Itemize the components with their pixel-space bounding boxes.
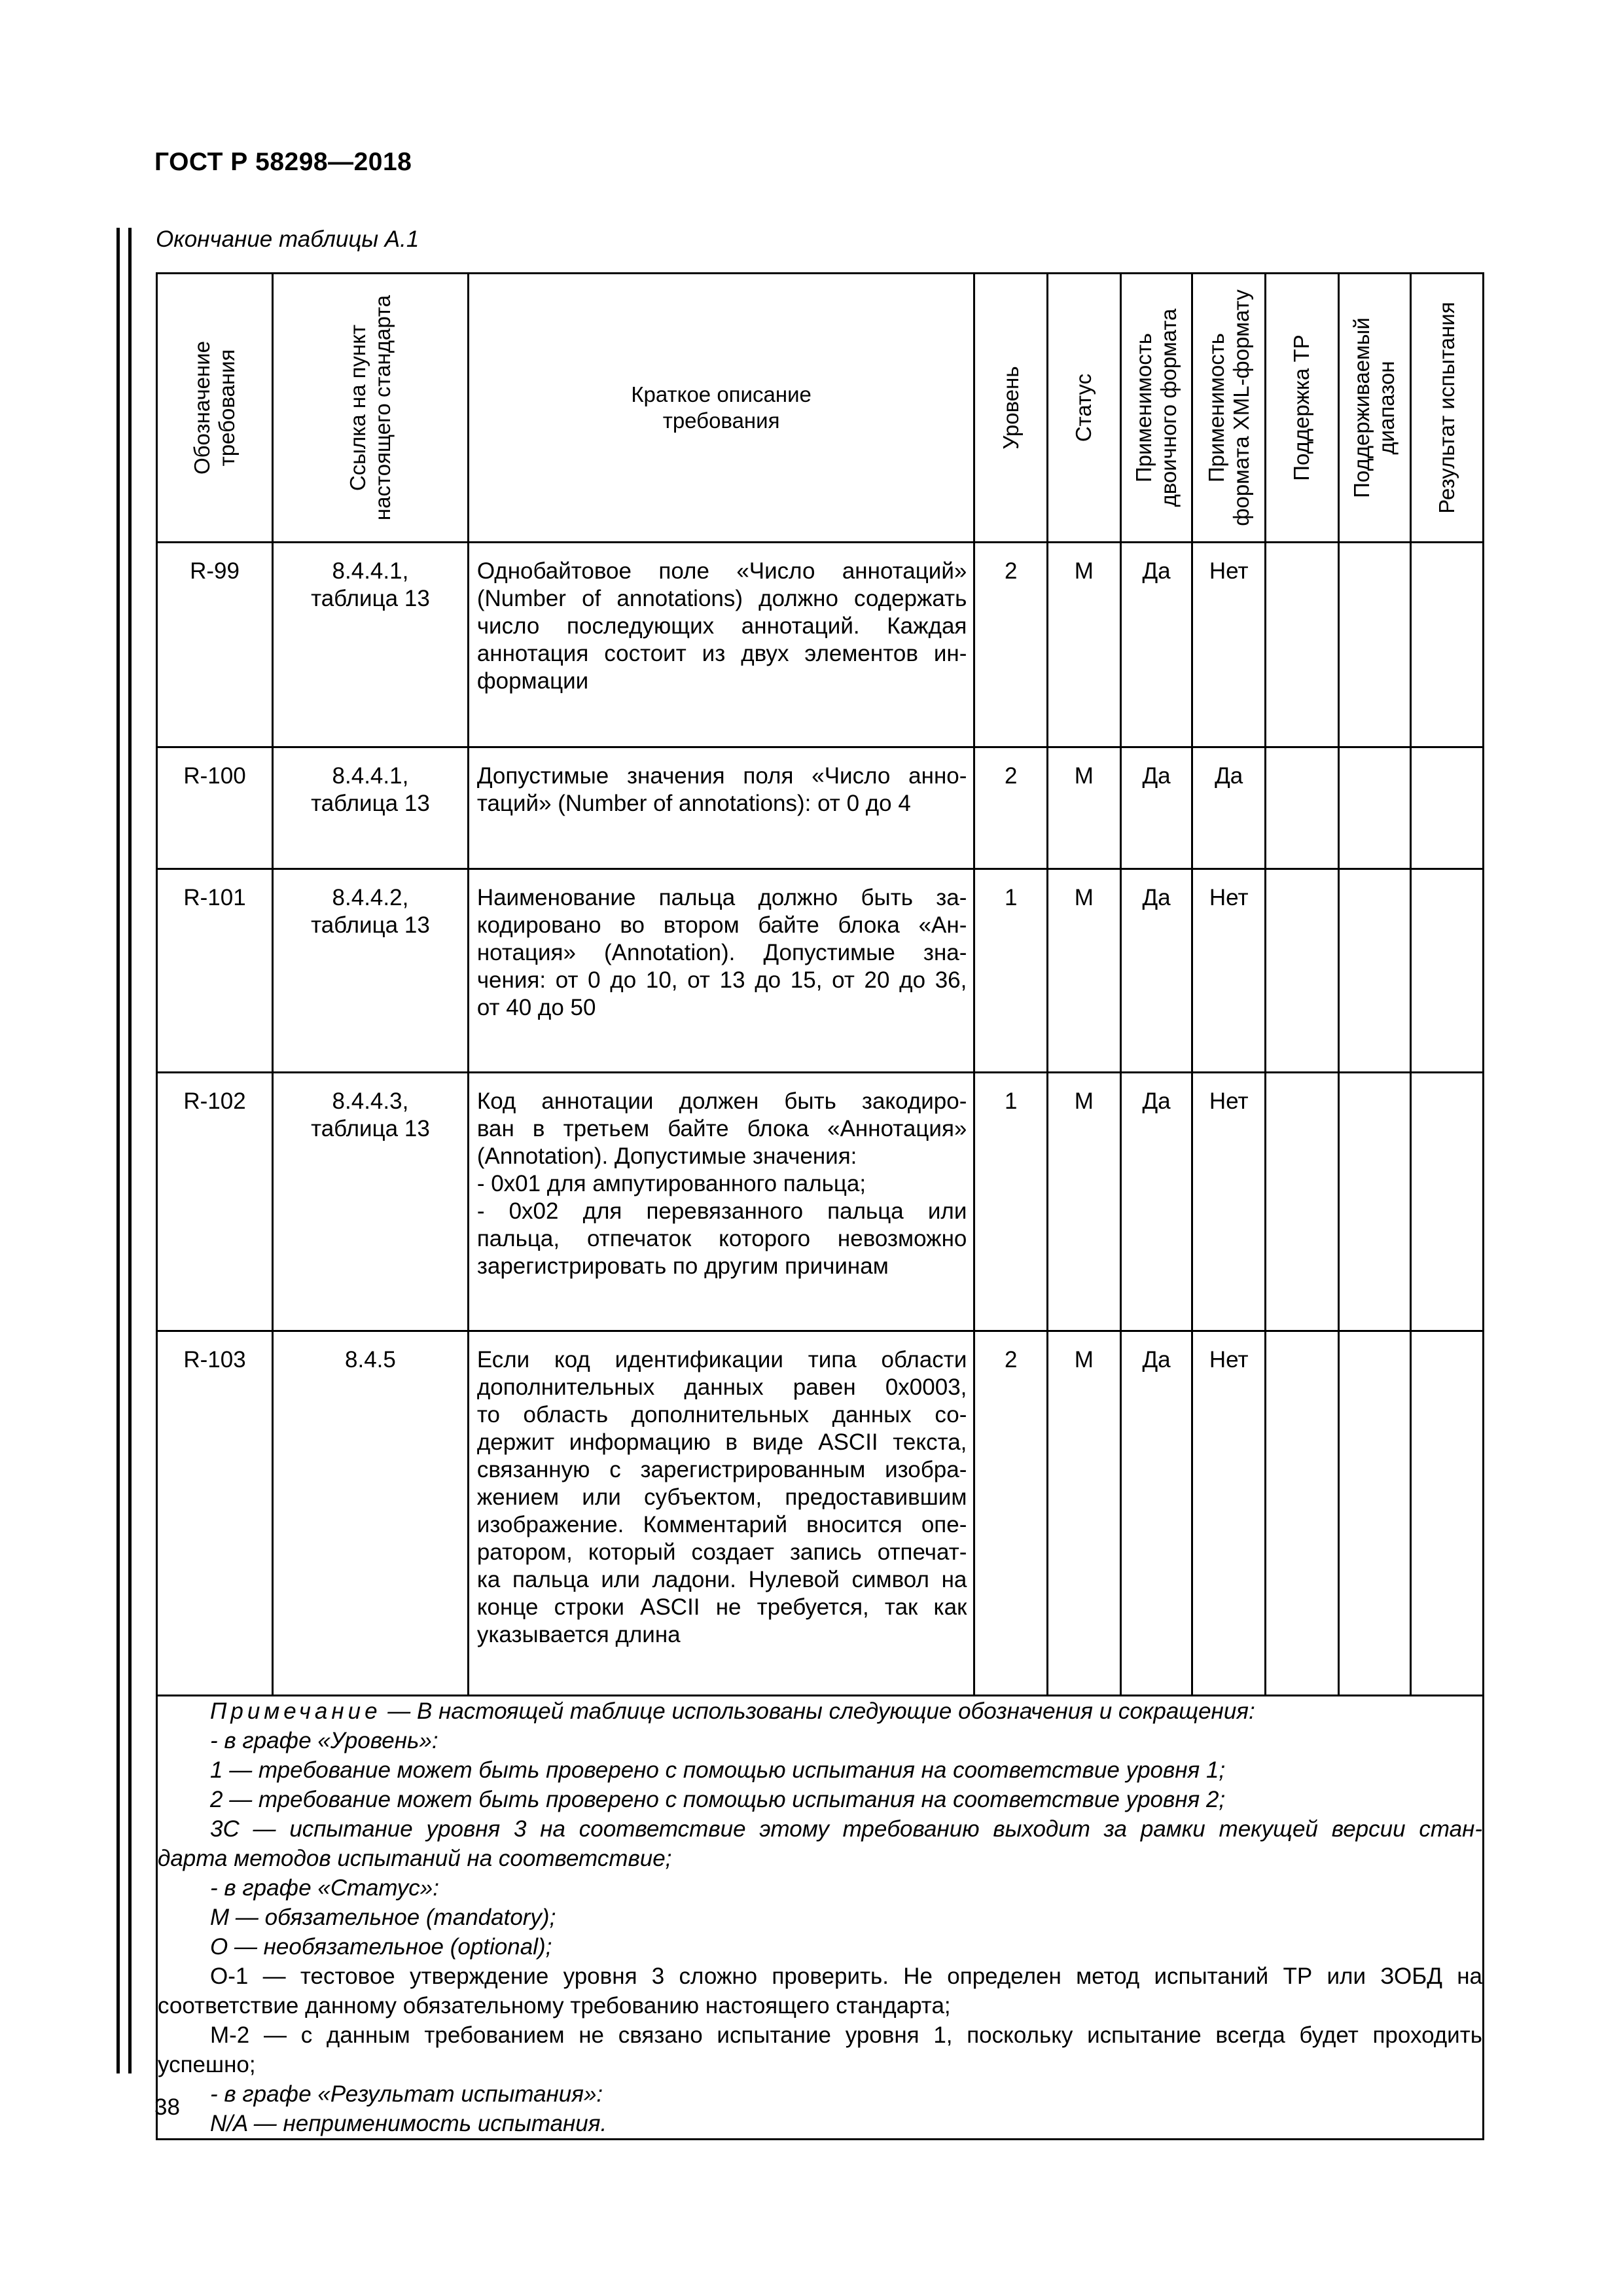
cell-range — [1338, 1331, 1411, 1696]
cell-description: Наименование пальца должно быть за- кодировано во втором байте блока «Ан- нотация» (Annotation). Допустимые зна- чения: от 0 до 10, от 13 до 15, от 20 до 36, от 40 до 50 — [468, 869, 974, 1073]
cell-status: М — [1048, 1331, 1121, 1696]
cell-tp — [1266, 543, 1339, 747]
cell-ref: 8.4.4.1, таблица 13 — [273, 543, 469, 747]
note-label: Примечание — [210, 1698, 382, 1724]
cell-description: Однобайтовое поле «Число аннотаций» (Number of annotations) должно содержать число последующих аннотаций. Каждая аннотация состоит из двух элементов ин- формации — [468, 543, 974, 747]
table-row-r102 — [157, 1073, 1484, 1331]
cell-description: Если код идентификации типа области дополнительных данных равен 0x0003, то область дополнительных данных со- держит информацию в виде ASCII текста, связанную с зарегистрированным изобра- жением или субъектом, предоставившим изображение. Комментарий вносится опе- ратором, который создает запись отпечат- ка пальца или ладони. Нулевой символ на конце строки ASCII не требуется, так как указывается длина — [468, 1331, 974, 1696]
requirements-table — [156, 272, 1484, 2140]
cell-id: R-101 — [157, 869, 273, 1073]
cell-ref: 8.4.5 — [273, 1331, 469, 1696]
cell-xml: Нет — [1192, 1073, 1266, 1331]
cell-level: 1 — [974, 1073, 1048, 1331]
header-tp-support: Поддержка ТР — [1266, 274, 1339, 543]
cell-range — [1338, 747, 1411, 869]
page-number: 38 — [154, 2094, 180, 2120]
cell-level: 2 — [974, 747, 1048, 869]
header-binary-format: Применимость двоичного формата — [1120, 274, 1192, 543]
cell-xml: Нет — [1192, 1331, 1266, 1696]
table-row-r103 — [157, 1331, 1484, 1696]
cell-id: R-99 — [157, 543, 273, 747]
header-status: Статус — [1048, 274, 1121, 543]
cell-binary: Да — [1120, 1331, 1192, 1696]
cell-id: R-100 — [157, 747, 273, 869]
cell-tp — [1266, 747, 1339, 869]
cell-result — [1411, 747, 1484, 869]
cell-level: 2 — [974, 1331, 1048, 1696]
cell-ref: 8.4.4.2, таблица 13 — [273, 869, 469, 1073]
cell-range — [1338, 869, 1411, 1073]
cell-ref: 8.4.4.1, таблица 13 — [273, 747, 469, 869]
document-title: ГОСТ Р 58298—2018 — [154, 148, 412, 176]
cell-binary: Да — [1120, 869, 1192, 1073]
table-header-row — [157, 274, 1484, 543]
table-caption: Окончание таблицы А.1 — [156, 226, 419, 252]
cell-description: Допустимые значения поля «Число анно- таций» (Number of annotations): от 0 до 4 — [468, 747, 974, 869]
header-range: Поддерживаемый диапазон — [1338, 274, 1411, 543]
header-designation: Обозначение требования — [157, 274, 273, 543]
cell-range — [1338, 1073, 1411, 1331]
table-row-r101 — [157, 869, 1484, 1073]
cell-tp — [1266, 869, 1339, 1073]
table-note: Примечание — В настоящей таблице использованы следующие обозначения и сокращения: - в графе «Уровень»: 1 — требование может быть проверено с помощью испытания на соответствие уровня 1; 2 — требование может быть проверено с помощью испытания на соответствие уровня 2; 3С — испытание уровня 3 на соответствие этому требованию выходит за рамки текущей версии стан- дарта методов испытаний на соответствие; - в графе «Статус»: М — обязательное (mandatory); О — необязательное (optional); О-1 — тестовое утверждение уровня 3 сложно проверить. Не определен метод испытаний ТР или ЗОБД на соответствие данному обязательному требованию настоящего стандарта; М-2 — с данным требованием не связано испытание уровня 1, поскольку испытание всегда будет проходить успешно; - в графе «Результат испытания»: N/A — неприменимость испытания. — [157, 1696, 1484, 2140]
cell-tp — [1266, 1331, 1339, 1696]
header-test-result: Результат испытания — [1411, 274, 1484, 543]
cell-description: Код аннотации должен быть закодиро- ван в третьем байте блока «Аннотация» (Annotation). Допустимые значения: - 0x01 для ампутированного пальца; - 0x02 для перевязанного пальца или пальца, отпечаток которого невозможно зарегистрировать по другим причинам — [468, 1073, 974, 1331]
change-bar-left — [116, 228, 120, 2073]
cell-result — [1411, 1073, 1484, 1331]
cell-ref: 8.4.4.3, таблица 13 — [273, 1073, 469, 1331]
table-row-r99 — [157, 543, 1484, 747]
cell-xml: Нет — [1192, 869, 1266, 1073]
change-bar-right — [128, 228, 132, 2073]
header-reference: Ссылка на пункт настоящего стандарта — [273, 274, 469, 543]
cell-id: R-102 — [157, 1073, 273, 1331]
cell-level: 1 — [974, 869, 1048, 1073]
table-row-r100 — [157, 747, 1484, 869]
cell-xml: Да — [1192, 747, 1266, 869]
cell-status: М — [1048, 747, 1121, 869]
cell-binary: Да — [1120, 543, 1192, 747]
cell-binary: Да — [1120, 1073, 1192, 1331]
header-description: Краткое описание требования — [468, 274, 974, 543]
cell-result — [1411, 1331, 1484, 1696]
header-level: Уровень — [974, 274, 1048, 543]
cell-result — [1411, 543, 1484, 747]
cell-status: М — [1048, 1073, 1121, 1331]
cell-binary: Да — [1120, 747, 1192, 869]
cell-tp — [1266, 1073, 1339, 1331]
cell-range — [1338, 543, 1411, 747]
cell-status: М — [1048, 869, 1121, 1073]
cell-id: R-103 — [157, 1331, 273, 1696]
table-note-row — [157, 1696, 1484, 2140]
cell-result — [1411, 869, 1484, 1073]
cell-status: М — [1048, 543, 1121, 747]
cell-level: 2 — [974, 543, 1048, 747]
header-xml-format: Применимость формата XML-формату — [1192, 274, 1266, 543]
cell-xml: Нет — [1192, 543, 1266, 747]
